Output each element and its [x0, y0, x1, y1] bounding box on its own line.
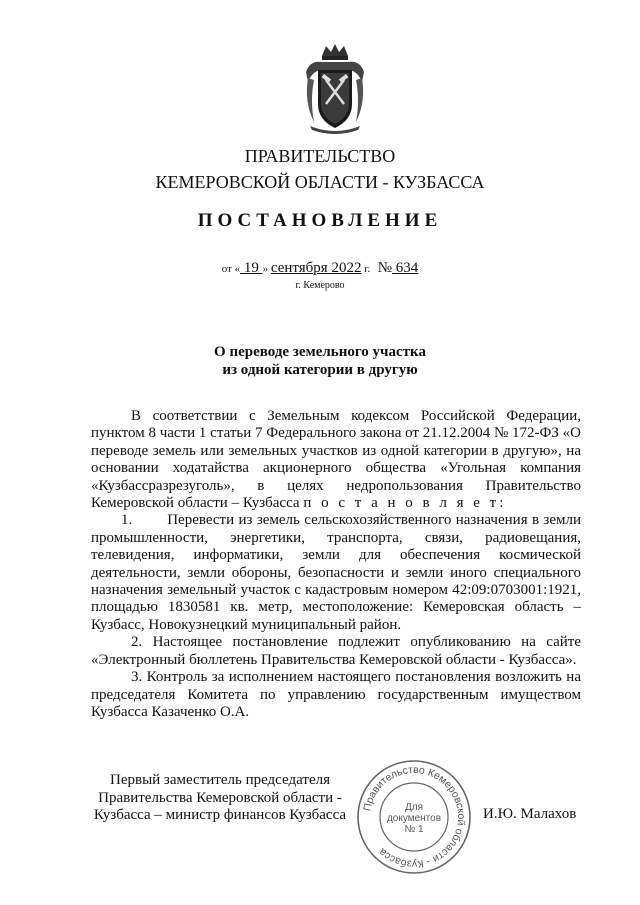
signature-line2: Правительства Кемеровской области - [98, 789, 342, 806]
government-title-line1: ПРАВИТЕЛЬСТВО [244, 146, 396, 166]
stamp-center-line2: документов [386, 813, 442, 824]
government-title-line2: КЕМЕРОВСКОЙ ОБЛАСТИ - КУЗБАССА [155, 172, 485, 192]
city: г. Кемерово [295, 280, 345, 291]
signatory-name: И.Ю. Малахов [483, 806, 577, 822]
date-prefix: от « [221, 263, 241, 275]
stamp-center-line1: Для [404, 802, 424, 813]
subject-line2: из одной категории в другую [222, 362, 418, 378]
number-prefix: № [377, 260, 393, 276]
intro-decree: п о с т а н о в л я е т: [303, 495, 507, 512]
date-day: 19 [240, 260, 263, 276]
date-line [0, 260, 640, 277]
intro-text: В соответствии с Земельным кодексом Российской Федерации, пунктом 8 части 1 статьи 7 Федерального закона от 21.12.2004 № 172-ФЗ «О переводе земель или земельных участков из одной категории в другую», на основании ходатайства акционерного общества «Угольная компания «Кузбассразрезуголь», в целях недропользования Правительство Кемеровской области – Кузбасса [91, 408, 581, 512]
document-body [91, 408, 581, 721]
signature-line3: Кузбасса – министр финансов Кузбасса [93, 807, 347, 824]
intro-paragraph [91, 408, 581, 512]
date-month-year: сентября 2022 [270, 260, 362, 276]
stamp-center-line3: № 1 [404, 824, 424, 835]
item-2: 2. Настоящее постановление подлежит опубликованию на сайте «Электронный бюллетень Правительства Кемеровской области - Кузбасса». [91, 634, 581, 668]
official-stamp [355, 758, 473, 876]
signature-line1: Первый заместитель председателя [110, 772, 330, 788]
item-3: 3. Контроль за исполнением настоящего постановления возложить на председателя Комитета по управлению государственным имуществом Кузбасса Казаченко О.А. [91, 669, 581, 720]
item-1-text: Перевести из земель сельскохозяйственного назначения в земли промышленности, энергетики, транспорта, связи, радиовещания, телевидения, информатики, земли для обеспечения космической деятельности, земли обороны, безопасности и земли иного специального назначения земельный участок с кадастровым номером 42:09:0703001:1921, площадью 1830581 кв. метр, местоположение: Кемеровская область – Кузбасс, Новокузнецкий муниципальный район. [91, 512, 582, 633]
coat-of-arms-icon [300, 42, 370, 134]
stamp-ring-text: Правительство Кемеровской области - Кузбасса [361, 763, 468, 871]
document-number: 634 [392, 260, 419, 276]
item-1-number: 1. [121, 512, 133, 529]
date-year-suffix: г. [361, 263, 371, 275]
subject-line1: О переводе земельного участка [214, 344, 426, 360]
item-1 [91, 512, 581, 634]
document-type-title: ПОСТАНОВЛЕНИЕ [197, 210, 443, 231]
date-mid: » [262, 263, 271, 275]
signature-position [80, 772, 360, 825]
